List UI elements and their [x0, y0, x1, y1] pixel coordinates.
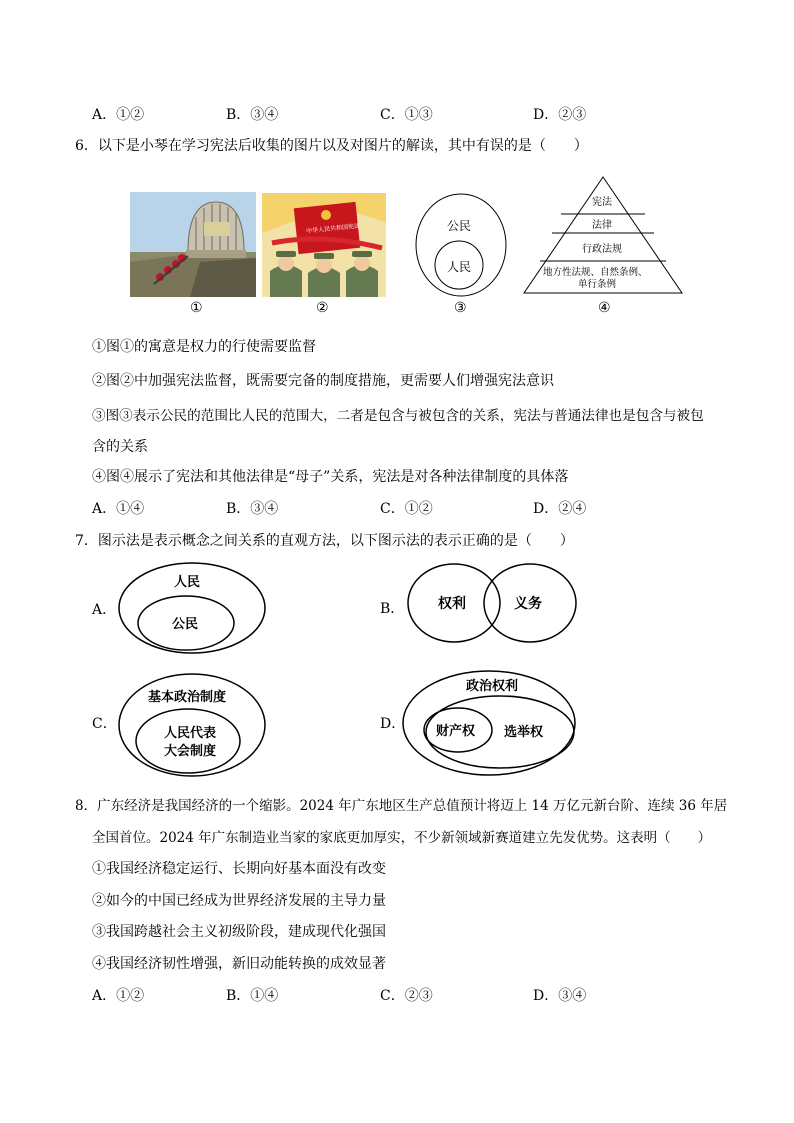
- q7-option-b-letter[interactable]: B．: [380, 601, 405, 617]
- q8-stem-line-2: 全国首位。2024 年广东制造业当家的家底更加厚实，不少新领域新赛道建立先发优势。这表明（ ）: [92, 830, 712, 846]
- q6-statement-3: ③图③表示公民的范围比人民的范围大，二者是包含与被包含的关系，宪法与普通法律也是包含与被包: [92, 408, 704, 424]
- q8-option-d[interactable]: D．③④: [533, 988, 587, 1004]
- q6-figure-4-pyramid: [522, 175, 684, 295]
- q5-option-a[interactable]: A．①②: [92, 107, 145, 123]
- q5-option-c[interactable]: C．①③: [380, 107, 433, 123]
- q5-option-b[interactable]: B．③④: [226, 107, 279, 123]
- q8-statement-3: ③我国跨越社会主义初级阶段，建成现代化强国: [92, 924, 386, 940]
- q7-a-outer-label: 人民: [174, 575, 201, 590]
- q8-statement-4: ④我国经济韧性增强，新旧动能转换的成效显著: [92, 956, 386, 972]
- q6-figure-4-level-3: 行政法规: [582, 244, 622, 255]
- q6-figure-3-circles: [414, 192, 508, 298]
- q7-d-inner-label: 财产权: [436, 724, 476, 739]
- q7-c-inner-label-2: 大会制度: [164, 744, 217, 759]
- q6-figure-1-label: ①: [190, 300, 203, 316]
- q8-statement-2: ②如今的中国已经成为世界经济发展的主导力量: [92, 893, 386, 909]
- q6-figure-4-level-2: 法律: [592, 220, 612, 231]
- q7-d-middle-label: 选举权: [504, 725, 544, 740]
- q8-option-b[interactable]: B．①④: [226, 988, 279, 1004]
- q7-d-outer-label: 政治权利: [466, 679, 519, 694]
- q7-option-c-letter[interactable]: C．: [92, 716, 117, 732]
- q7-c-outer-label: 基本政治制度: [148, 690, 227, 705]
- q6-stem: 6．以下是小琴在学习宪法后收集的图片以及对图片的解读，其中有误的是（ ）: [75, 138, 588, 154]
- q6-figure-2-constitution-image: [262, 193, 386, 297]
- q6-statement-2: ②图②中加强宪法监督，既需要完备的制度措施，更需要人们增强宪法意识: [92, 373, 554, 389]
- q6-figure-3-inner-label: 人民: [447, 260, 472, 274]
- q6-statement-3-cont: 含的关系: [92, 439, 148, 455]
- q7-option-b-diagram[interactable]: [406, 562, 580, 644]
- q6-figure-3-outer-label: 公民: [447, 219, 472, 233]
- q6-figure-1-cage-image: [130, 192, 256, 297]
- q6-figure-4-label: ④: [598, 300, 611, 316]
- q7-option-a-letter[interactable]: A．: [92, 602, 117, 618]
- q7-option-c-diagram[interactable]: [116, 671, 268, 779]
- q6-option-c[interactable]: C．①②: [380, 501, 433, 517]
- q7-option-d-letter[interactable]: D．: [380, 716, 406, 732]
- q8-option-a[interactable]: A．①②: [92, 988, 145, 1004]
- q6-option-d[interactable]: D．②④: [533, 501, 587, 517]
- q6-statement-4: ④图④展示了宪法和其他法律是“母子”关系，宪法是对各种法律制度的具体落: [92, 469, 569, 485]
- q5-option-d[interactable]: D．②③: [533, 107, 587, 123]
- q6-option-b[interactable]: B．③④: [226, 501, 279, 517]
- q7-option-a-diagram[interactable]: [116, 560, 268, 656]
- q7-stem: 7．图示法是表示概念之间关系的直观方法，以下图示法的表示正确的是（ ）: [75, 533, 574, 549]
- q7-c-inner-label-1: 人民代表: [164, 726, 217, 741]
- q6-figure-4-level-4b: 单行条例: [578, 279, 617, 290]
- q6-figure-2-label: ②: [316, 300, 329, 316]
- q6-figure-3-label: ③: [454, 300, 467, 316]
- q8-statement-1: ①我国经济稳定运行、长期向好基本面没有改变: [92, 861, 386, 877]
- q7-b-left-label: 权利: [438, 596, 466, 612]
- q8-stem-line-1: 8．广东经济是我国经济的一个缩影。2024 年广东地区生产总值预计将迈上 14 万亿元新台阶、连续 36 年居: [75, 798, 728, 814]
- q6-option-a[interactable]: A．①④: [92, 501, 145, 517]
- q6-statement-1: ①图①的寓意是权力的行使需要监督: [92, 339, 316, 355]
- q7-option-d-diagram[interactable]: [400, 668, 578, 778]
- q6-figure-4-level-1: 宪法: [592, 197, 612, 208]
- q7-b-right-label: 义务: [514, 596, 542, 612]
- q7-a-inner-label: 公民: [172, 617, 199, 632]
- q6-figure-2-book-title: 中华人民共和国宪法: [305, 222, 361, 236]
- q8-option-c[interactable]: C．②③: [380, 988, 433, 1004]
- q6-figure-4-level-4: 地方性法规、自然条例、: [543, 267, 648, 278]
